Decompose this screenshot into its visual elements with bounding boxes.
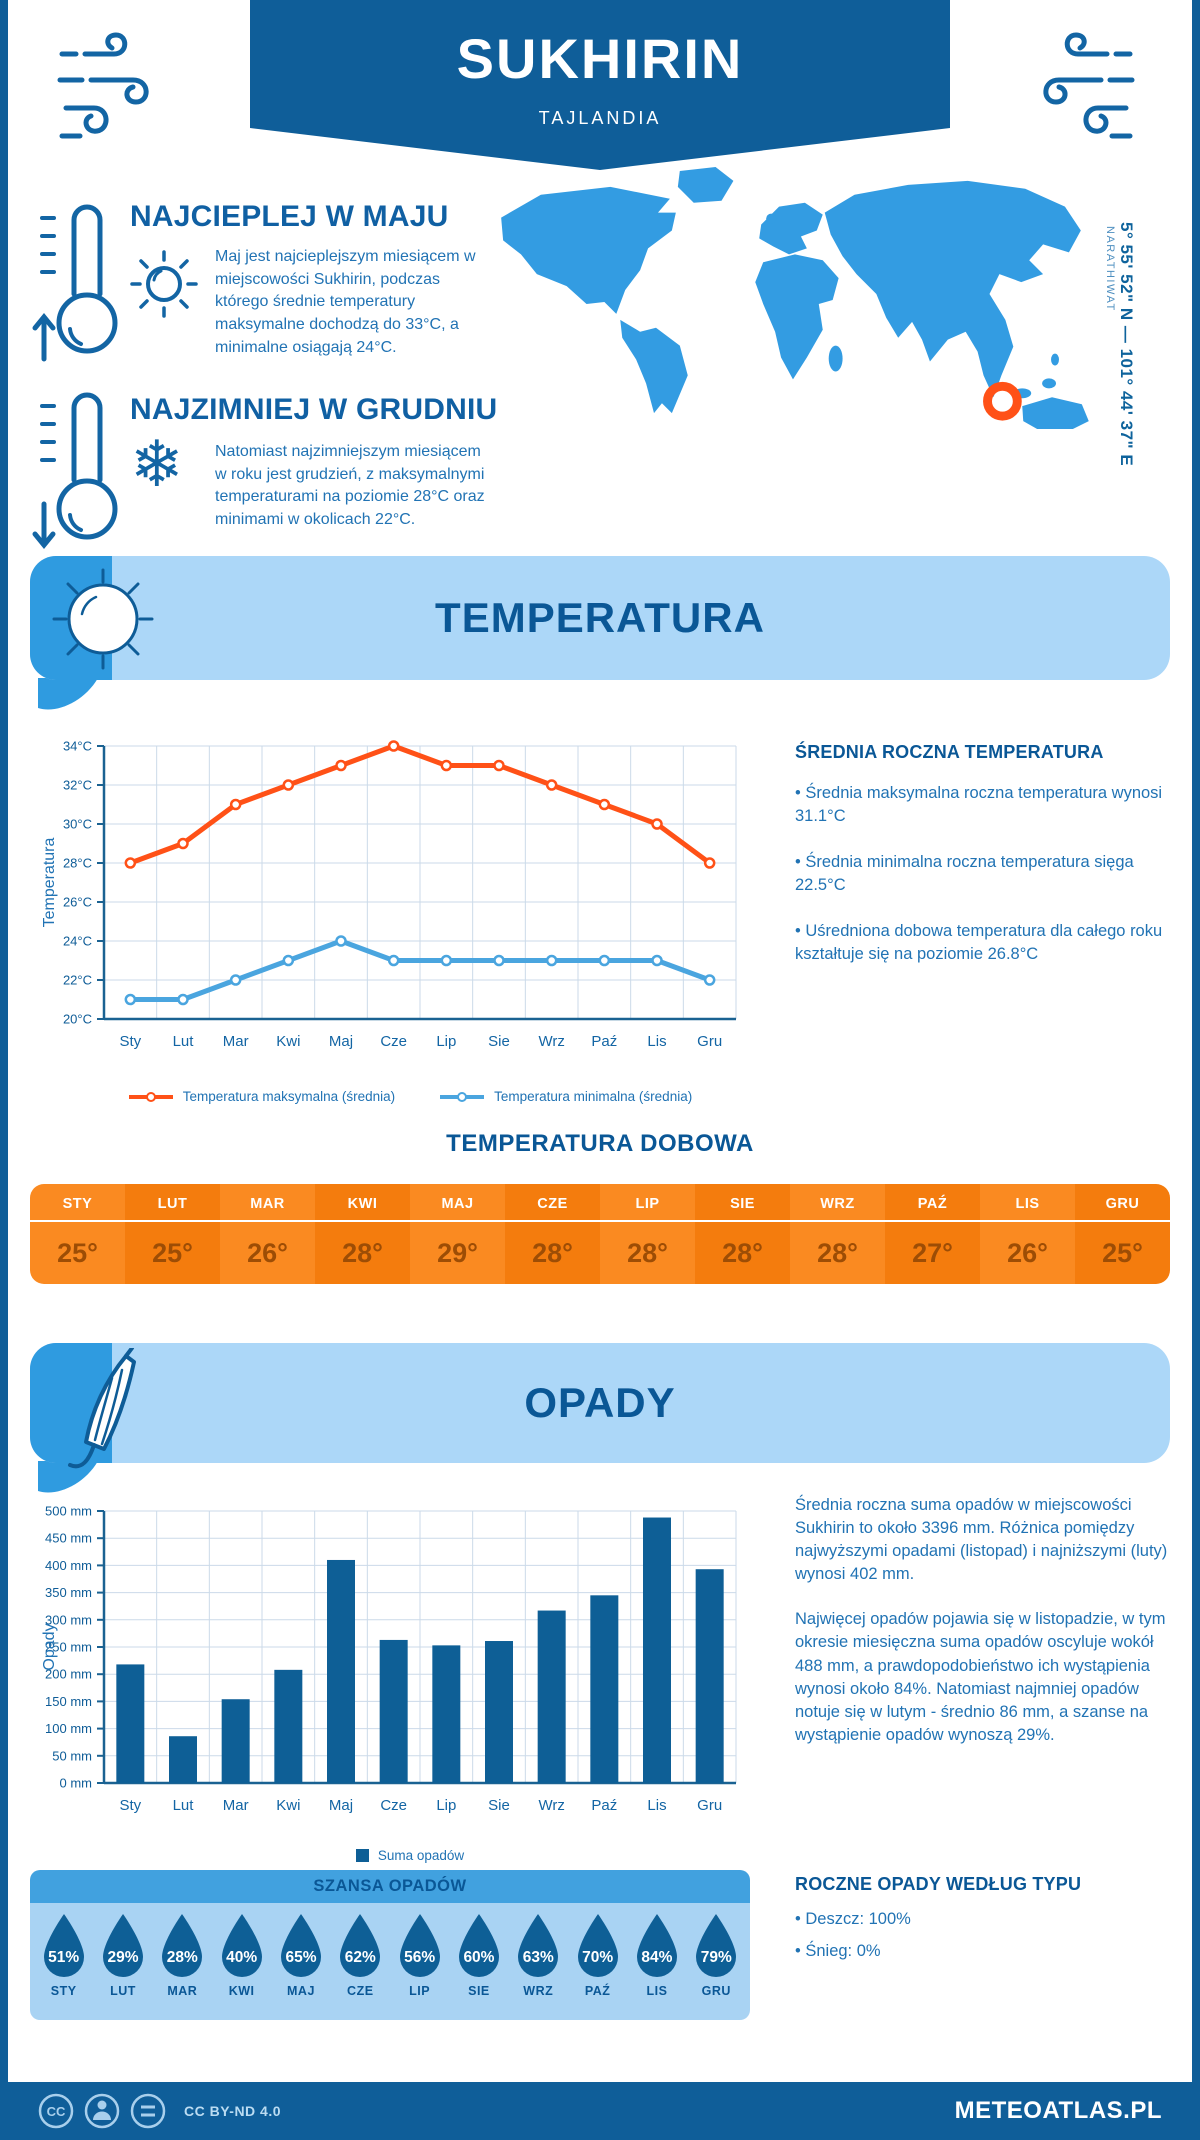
thermometer-up-icon: [30, 196, 120, 366]
month-label: MAJ: [410, 1184, 505, 1222]
province-label: NARATHIWAT: [1104, 226, 1116, 312]
daily-temp-table: [30, 1184, 1170, 1284]
legend-item: [128, 1089, 395, 1104]
bar-Kwi: [274, 1670, 302, 1783]
precip-type-title: ROCZNE OPADY WEDŁUG TYPU: [795, 1874, 1082, 1894]
warmest-title: NAJCIEPLEJ W MAJU: [130, 200, 449, 233]
umbrella-icon: [52, 1348, 162, 1476]
drop-icon: [631, 1913, 683, 1981]
svg-text:Wrz: Wrz: [538, 1033, 565, 1050]
month-label: LIS: [980, 1184, 1075, 1222]
rain-chance-drop: [568, 1913, 627, 2020]
svg-text:Opady: Opady: [41, 1623, 58, 1671]
svg-text:30°C: 30°C: [62, 816, 92, 832]
temperature-line-chart: [40, 718, 780, 1058]
temperature-section-banner: [30, 556, 1170, 680]
month-label: CZE: [505, 1184, 600, 1222]
license-block: [38, 2093, 281, 2129]
bar-Paź: [590, 1595, 618, 1783]
month-label: MAR: [220, 1184, 315, 1222]
daily-temp-column: [1075, 1184, 1170, 1284]
legend-label: Temperatura minimalna (średnia): [494, 1089, 693, 1104]
temp-value: 27°: [912, 1237, 953, 1268]
rain-chance-drop: [449, 1913, 508, 2020]
temp-value: 25°: [57, 1237, 98, 1268]
precipitation-section-title: OPADY: [524, 1379, 676, 1426]
daily-temp-column: [600, 1184, 695, 1284]
svg-text:Sty: Sty: [119, 1033, 142, 1050]
legend-line-sample: [128, 1091, 174, 1103]
svg-text:Temperatura: Temperatura: [41, 837, 58, 928]
precipitation-section-banner: [30, 1343, 1170, 1463]
precipitation-paragraphs: [795, 1494, 1173, 1769]
snowflake-icon: ❄: [130, 428, 184, 500]
svg-text:Lis: Lis: [647, 1797, 667, 1814]
svg-text:20°C: 20°C: [62, 1011, 92, 1027]
precipitation-chart-legend: [40, 1848, 780, 1863]
bar-Maj: [327, 1560, 355, 1783]
temp-value: 29°: [437, 1237, 478, 1268]
svg-text:100 mm: 100 mm: [45, 1721, 92, 1737]
drop-shape-svg: [156, 1913, 208, 1981]
temp-value: 28°: [817, 1237, 858, 1268]
chance-month: KWI: [228, 1984, 255, 1998]
location-marker: [988, 386, 1018, 416]
svg-text:0 mm: 0 mm: [59, 1775, 92, 1791]
svg-text:300 mm: 300 mm: [45, 1612, 92, 1628]
coordinates-block: [1104, 222, 1136, 492]
chance-value: 84%: [641, 1949, 673, 1966]
page-border-right: [1192, 0, 1200, 2140]
temp-value: 28°: [532, 1237, 573, 1268]
drop-shape-svg: [631, 1913, 683, 1981]
svg-text:150 mm: 150 mm: [45, 1693, 92, 1709]
chance-value: 62%: [344, 1949, 376, 1966]
svg-text:34°C: 34°C: [62, 738, 92, 754]
coordinates-text: 5° 55' 52" N — 101° 44' 37" E: [1117, 222, 1136, 467]
drop-icon: [97, 1913, 149, 1981]
svg-text:22°C: 22°C: [62, 972, 92, 988]
svg-text:Paź: Paź: [591, 1033, 618, 1050]
temp-value: 28°: [342, 1237, 383, 1268]
svg-text:Maj: Maj: [328, 1033, 354, 1050]
svg-text:450 mm: 450 mm: [45, 1530, 92, 1546]
rain-chance-drop: [153, 1913, 212, 2020]
drop-shape-svg: [512, 1913, 564, 1981]
chance-value: 79%: [700, 1949, 732, 1966]
daily-temp-title: TEMPERATURA DOBOWA: [446, 1130, 754, 1157]
warmest-text: Maj jest najcieplejszym miesiącem w miejscowości Sukhirin, podczas którego średnie temperatury maksymalne dochodzą do 33°C, a minimalne osiągają 24°C.: [215, 248, 476, 356]
precip-type-bullet: • Śnieg: 0%: [795, 1942, 881, 1961]
drop-icon: [334, 1913, 386, 1981]
svg-text:Cze: Cze: [380, 1797, 408, 1814]
daily-temp-column: [315, 1184, 410, 1284]
rain-chance-header: SZANSA OPADÓW: [30, 1870, 750, 1903]
chance-month: MAR: [167, 1984, 198, 1998]
legend-item: [356, 1848, 464, 1863]
license-label: CC BY-ND 4.0: [184, 2103, 282, 2119]
svg-text:Lut: Lut: [172, 1033, 194, 1050]
chance-value: 63%: [522, 1949, 554, 1966]
month-label: SIE: [695, 1184, 790, 1222]
legend-line-sample: [439, 1091, 485, 1103]
temperature-chart-legend: [40, 1089, 780, 1104]
precip-paragraph: Średnia roczna suma opadów w miejscowości Sukhirin to około 3396 mm. Różnica pomiędzy najwyższymi opadami (listopad) i najniższymi (luty) wynosi 402 mm.: [795, 1496, 1168, 1584]
chance-month: STY: [50, 1984, 77, 1998]
drop-icon: [38, 1913, 90, 1981]
svg-text:Kwi: Kwi: [276, 1033, 301, 1050]
chance-value: 28%: [166, 1949, 198, 1966]
rain-chance-drop: [271, 1913, 330, 2020]
month-label: PAŹ: [885, 1184, 980, 1222]
svg-text:Gru: Gru: [697, 1797, 723, 1814]
daily-temp-column: [790, 1184, 885, 1284]
cc-icon: [38, 2093, 74, 2129]
thermometer-down-icon: [30, 386, 120, 551]
coldest-text: Natomiast najzimniejszym miesiącem w roku jest grudzień, z maksymalnymi temperaturami na poziomie 28°C oraz minimami w okolicach 22°C.: [215, 443, 485, 529]
precipitation-bar-chart: [40, 1483, 780, 1823]
svg-text:26°C: 26°C: [62, 894, 92, 910]
svg-text:Gru: Gru: [697, 1033, 723, 1050]
svg-text:Sie: Sie: [488, 1033, 510, 1050]
daily-temp-column: [410, 1184, 505, 1284]
sun-icon: [124, 240, 204, 320]
temp-value: 28°: [627, 1237, 668, 1268]
temp-stats-list: [795, 782, 1167, 990]
chance-month: LIP: [409, 1984, 431, 1998]
drop-shape-svg: [216, 1913, 268, 1981]
svg-text:400 mm: 400 mm: [45, 1557, 92, 1573]
temp-value: 25°: [1102, 1237, 1143, 1268]
daily-temp-column: [125, 1184, 220, 1284]
page-title: SUKHIRIN: [456, 27, 744, 90]
drop-icon: [572, 1913, 624, 1981]
temp-stats-title: ŚREDNIA ROCZNA TEMPERATURA: [795, 742, 1104, 762]
precip-type-bullet: • Deszcz: 100%: [795, 1910, 911, 1928]
svg-text:Lip: Lip: [436, 1797, 457, 1814]
bar-Lis: [643, 1518, 671, 1783]
page-border-left: [0, 0, 8, 2140]
drop-icon: [216, 1913, 268, 1981]
svg-text:50 mm: 50 mm: [52, 1748, 92, 1764]
precip-paragraph: Najwięcej opadów pojawia się w listopadzie, w tym okresie miesięczna suma opadów oscyluje wokół 488 mm, a prawdopodobieństwo ich wystąpienia wynosi około 84%. Natomiast najmniej opadów notuje się w lutym - średnio 86 mm, a szanse na wystąpienie opadów wynoszą 29%.: [795, 1610, 1166, 1744]
chance-month: PAŹ: [584, 1984, 611, 1998]
chance-month: CZE: [347, 1984, 374, 1998]
chance-month: LIS: [646, 1984, 668, 1998]
svg-text:Wrz: Wrz: [538, 1797, 565, 1814]
rain-chance-drop: [34, 1913, 93, 2020]
bar-Sie: [485, 1641, 513, 1783]
legend-label: Suma opadów: [377, 1848, 465, 1863]
drop-shape-svg: [690, 1913, 742, 1981]
rain-chance-drop: [331, 1913, 390, 2020]
svg-text:Paź: Paź: [591, 1797, 618, 1814]
rain-chance-drop: [93, 1913, 152, 2020]
svg-text:Lis: Lis: [647, 1033, 667, 1050]
bar-Wrz: [538, 1611, 566, 1783]
precipitation-chart-block: [40, 1483, 780, 1863]
rain-chance-drop: [390, 1913, 449, 2020]
chance-month: GRU: [701, 1984, 731, 1998]
svg-text:28°C: 28°C: [62, 855, 92, 871]
temperature-chart-block: [40, 718, 780, 1104]
drop-icon: [453, 1913, 505, 1981]
chance-value: 51%: [48, 1949, 80, 1966]
chance-value: 29%: [107, 1949, 139, 1966]
month-label: STY: [30, 1184, 125, 1222]
brand-logo: METEOATLAS.PL: [954, 2097, 1162, 2124]
daily-temp-column: [30, 1184, 125, 1284]
temp-value: 26°: [1007, 1237, 1048, 1268]
drop-shape-svg: [38, 1913, 90, 1981]
drop-shape-svg: [572, 1913, 624, 1981]
svg-text:500 mm: 500 mm: [45, 1503, 92, 1519]
chance-value: 40%: [226, 1949, 258, 1966]
drop-shape-svg: [453, 1913, 505, 1981]
svg-text:CC: CC: [46, 2104, 66, 2119]
bar-Mar: [222, 1699, 250, 1783]
legend-label: Temperatura maksymalna (średnia): [182, 1089, 396, 1104]
daily-temp-column: [695, 1184, 790, 1284]
svg-text:Kwi: Kwi: [276, 1797, 301, 1814]
daily-temp-column: [980, 1184, 1075, 1284]
svg-text:24°C: 24°C: [62, 933, 92, 949]
country-subtitle: TAJLANDIA: [538, 108, 662, 128]
footer-bar: [0, 2082, 1200, 2140]
world-map: [478, 163, 1100, 431]
svg-text:Sie: Sie: [488, 1797, 510, 1814]
temp-value: 25°: [152, 1237, 193, 1268]
svg-text:Mar: Mar: [222, 1797, 249, 1814]
month-label: GRU: [1075, 1184, 1170, 1222]
month-label: LUT: [125, 1184, 220, 1222]
sun-banner-icon: [46, 562, 160, 676]
banner-curl-shape: [38, 678, 100, 716]
daily-temp-column: [220, 1184, 315, 1284]
chance-value: 65%: [285, 1949, 317, 1966]
svg-text:Lut: Lut: [172, 1797, 194, 1814]
rain-chance-drop: [212, 1913, 271, 2020]
drop-shape-svg: [97, 1913, 149, 1981]
precip-type-list: [795, 1908, 1173, 1972]
bar-Cze: [380, 1640, 408, 1783]
drop-icon: [512, 1913, 564, 1981]
drop-icon: [275, 1913, 327, 1981]
bar-Lip: [432, 1645, 460, 1783]
drop-icon: [394, 1913, 446, 1981]
bar-Sty: [116, 1664, 144, 1783]
legend-swatch: [356, 1849, 369, 1862]
stat-bullet: • Średnia minimalna roczna temperatura sięga 22.5°C: [795, 853, 1134, 895]
svg-text:Cze: Cze: [380, 1033, 408, 1050]
daily-temp-column: [505, 1184, 600, 1284]
svg-text:250 mm: 250 mm: [45, 1639, 92, 1655]
svg-text:Lip: Lip: [436, 1033, 457, 1050]
chance-month: MAJ: [287, 1984, 315, 1998]
wind-icon: [1015, 28, 1140, 146]
temp-value: 26°: [247, 1237, 288, 1268]
chance-value: 56%: [404, 1949, 436, 1966]
wind-icon: [52, 28, 177, 146]
stat-bullet: • Średnia maksymalna roczna temperatura wynosi 31.1°C: [795, 784, 1163, 826]
daily-temp-column: [885, 1184, 980, 1284]
svg-text:32°C: 32°C: [62, 777, 92, 793]
chance-month: LUT: [110, 1984, 136, 1998]
svg-text:350 mm: 350 mm: [45, 1585, 92, 1601]
rain-chance-drop: [687, 1913, 746, 2020]
drop-shape-svg: [394, 1913, 446, 1981]
chance-month: WRZ: [523, 1984, 554, 1998]
header-banner: [250, 0, 950, 172]
month-label: LIP: [600, 1184, 695, 1222]
svg-text:Maj: Maj: [328, 1797, 354, 1814]
temp-value: 28°: [722, 1237, 763, 1268]
cc-attribution-icon: [84, 2093, 120, 2129]
drop-icon: [156, 1913, 208, 1981]
svg-text:Mar: Mar: [222, 1033, 249, 1050]
bar-Gru: [696, 1569, 724, 1783]
svg-text:Sty: Sty: [119, 1797, 142, 1814]
drop-shape-svg: [334, 1913, 386, 1981]
drop-icon: [690, 1913, 742, 1981]
coldest-title: NAJZIMNIEJ W GRUDNIU: [130, 393, 498, 426]
rain-chance-drop: [627, 1913, 686, 2020]
bar-Lut: [169, 1736, 197, 1783]
chance-value: 60%: [463, 1949, 495, 1966]
month-label: KWI: [315, 1184, 410, 1222]
drop-shape-svg: [275, 1913, 327, 1981]
rain-chance-drop: [509, 1913, 568, 2020]
svg-text:200 mm: 200 mm: [45, 1666, 92, 1682]
temperature-section-title: TEMPERATURA: [435, 594, 765, 641]
cc-nd-icon: [130, 2093, 166, 2129]
month-label: WRZ: [790, 1184, 885, 1222]
stat-bullet: • Uśredniona dobowa temperatura dla całego roku kształtuje się na poziomie 26.8°C: [795, 922, 1163, 964]
chance-month: SIE: [468, 1984, 490, 1998]
legend-item: [439, 1089, 692, 1104]
rain-chance-body: [30, 1903, 750, 2020]
chance-value: 70%: [582, 1949, 614, 1966]
